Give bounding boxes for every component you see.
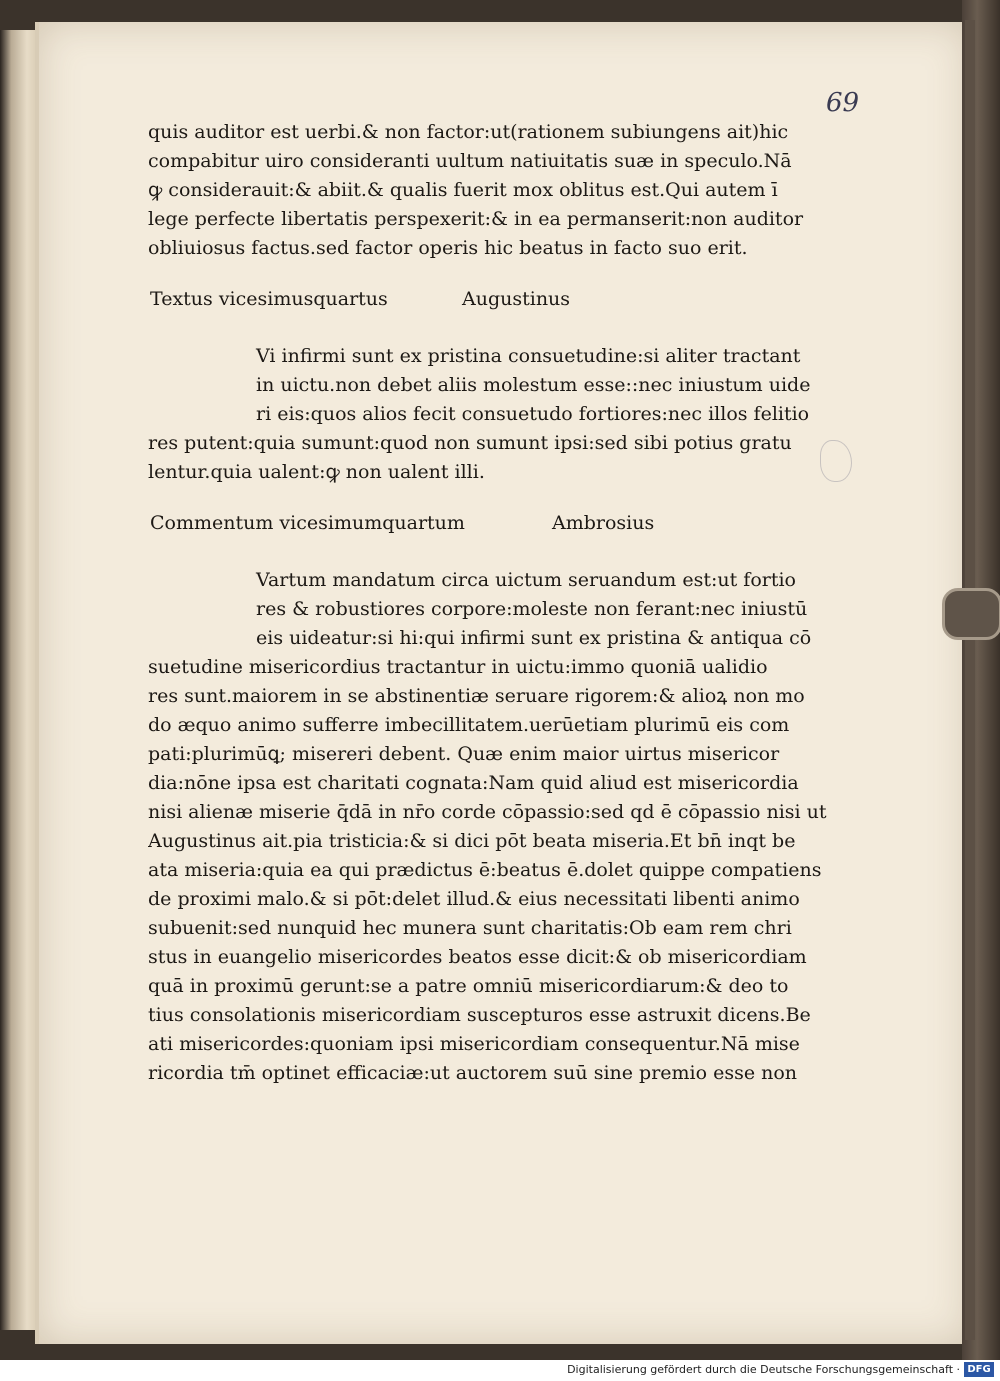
text-line: ricordia tm̄ optinet efficaciæ:ut auctorem suū sine premio esse non <box>148 1062 798 1084</box>
text-line: Vi infirmi sunt ex pristina consuetudine:si aliter tractant <box>256 345 801 367</box>
text-line: nisi alienæ miserie q̄dā in nr̄o corde cōpassio:sed qd ē cōpassio nisi ut <box>148 801 827 823</box>
text-line: obliuiosus factus.sed factor operis hic beatus in facto suo erit. <box>148 237 748 259</box>
text-line: in uictu.non debet aliis molestum esse::nec iniustum uide <box>256 374 811 396</box>
section2-paragraph <box>148 566 828 1088</box>
text-line: Vartum mandatum circa uictum seruandum est:ut fortio <box>256 569 796 591</box>
dfg-logo: DFG <box>964 1362 994 1377</box>
text-line: ꝙ considerauit:& abiit.& qualis fuerit mox oblitus est.Qui autem ī <box>148 179 778 201</box>
footer-bar <box>0 1360 1000 1381</box>
text-line: do æquo animo sufferre imbecillitatem.uerūetiam plurimū eis com <box>148 714 790 736</box>
text-line: pati:plurimūꝗ; misereri debent. Quæ enim maior uirtus misericor <box>148 743 780 765</box>
text-line: res & robustiores corpore:moleste non ferant:nec iniustū <box>256 598 808 620</box>
text-line: res putent:quia sumunt:quod non sumunt ipsi:sed sibi potius gratu <box>148 432 792 454</box>
section1-heading-left: Textus vicesimusquartus <box>150 288 388 310</box>
section1-paragraph <box>148 342 828 487</box>
text-line: quā in proximū gerunt:se a patre omniū misericordiarum:& deo to <box>148 975 789 997</box>
text-line: ati misericordes:quoniam ipsi misericordiam consequentur.Nā mise <box>148 1033 800 1055</box>
page-stack-edge <box>965 20 975 1340</box>
text-line: quis auditor est uerbi.& non factor:ut(rationem subiungens ait)hic <box>148 121 789 143</box>
text-line: tius consolationis misericordiam suscepturos esse astruxit dicens.Be <box>148 1004 811 1026</box>
text-line: res sunt.maiorem in se abstinentiæ seruare rigorem:& alioꝝ non mo <box>148 685 805 707</box>
text-line: stus in euangelio misericordes beatos esse dicit:& ob misericordiam <box>148 946 807 968</box>
text-line: dia:nōne ipsa est charitati cognata:Nam quid aliud est misericordia <box>148 772 799 794</box>
text-line: ri eis:quos alios fecit consuetudo fortiores:nec illos felitio <box>256 403 810 425</box>
text-line: suetudine misericordius tractantur in uictu:immo quoniā ualidio <box>148 656 768 678</box>
section2-heading-left: Commentum vicesimumquartum <box>150 512 465 534</box>
text-line: compabitur uiro consideranti uultum natiuitatis suæ in speculo.Nā <box>148 150 792 172</box>
text-line: de proximi malo.& si pōt:delet illud.& eius necessitati libenti animo <box>148 888 800 910</box>
text-line: ata miseria:quia ea qui prædictus ē:beatus ē.dolet quippe compatiens <box>148 859 822 881</box>
text-line: subuenit:sed nunquid hec munera sunt charitatis:Ob eam rem chri <box>148 917 792 939</box>
text-line: Augustinus ait.pia tristicia:& si dici pōt beata miseria.Et bn̄ inqt be <box>148 830 796 852</box>
section2-heading-right: Ambrosius <box>552 512 655 534</box>
opening-paragraph <box>148 118 828 263</box>
text-line: lentur.quia ualent:ꝙ non ualent illi. <box>148 461 485 483</box>
section1-heading-right: Augustinus <box>462 288 571 310</box>
text-line: eis uideatur:si hi:qui infirmi sunt ex pristina & antiqua cō <box>256 627 812 649</box>
folio-number: 69 <box>826 88 860 118</box>
text-line: lege perfecte libertatis perspexerit:& in ea permanserit:non auditor <box>148 208 804 230</box>
funding-notice: Digitalisierung gefördert durch die Deutsche Forschungsgemeinschaft · <box>567 1363 960 1376</box>
book-clasp <box>942 588 1000 640</box>
